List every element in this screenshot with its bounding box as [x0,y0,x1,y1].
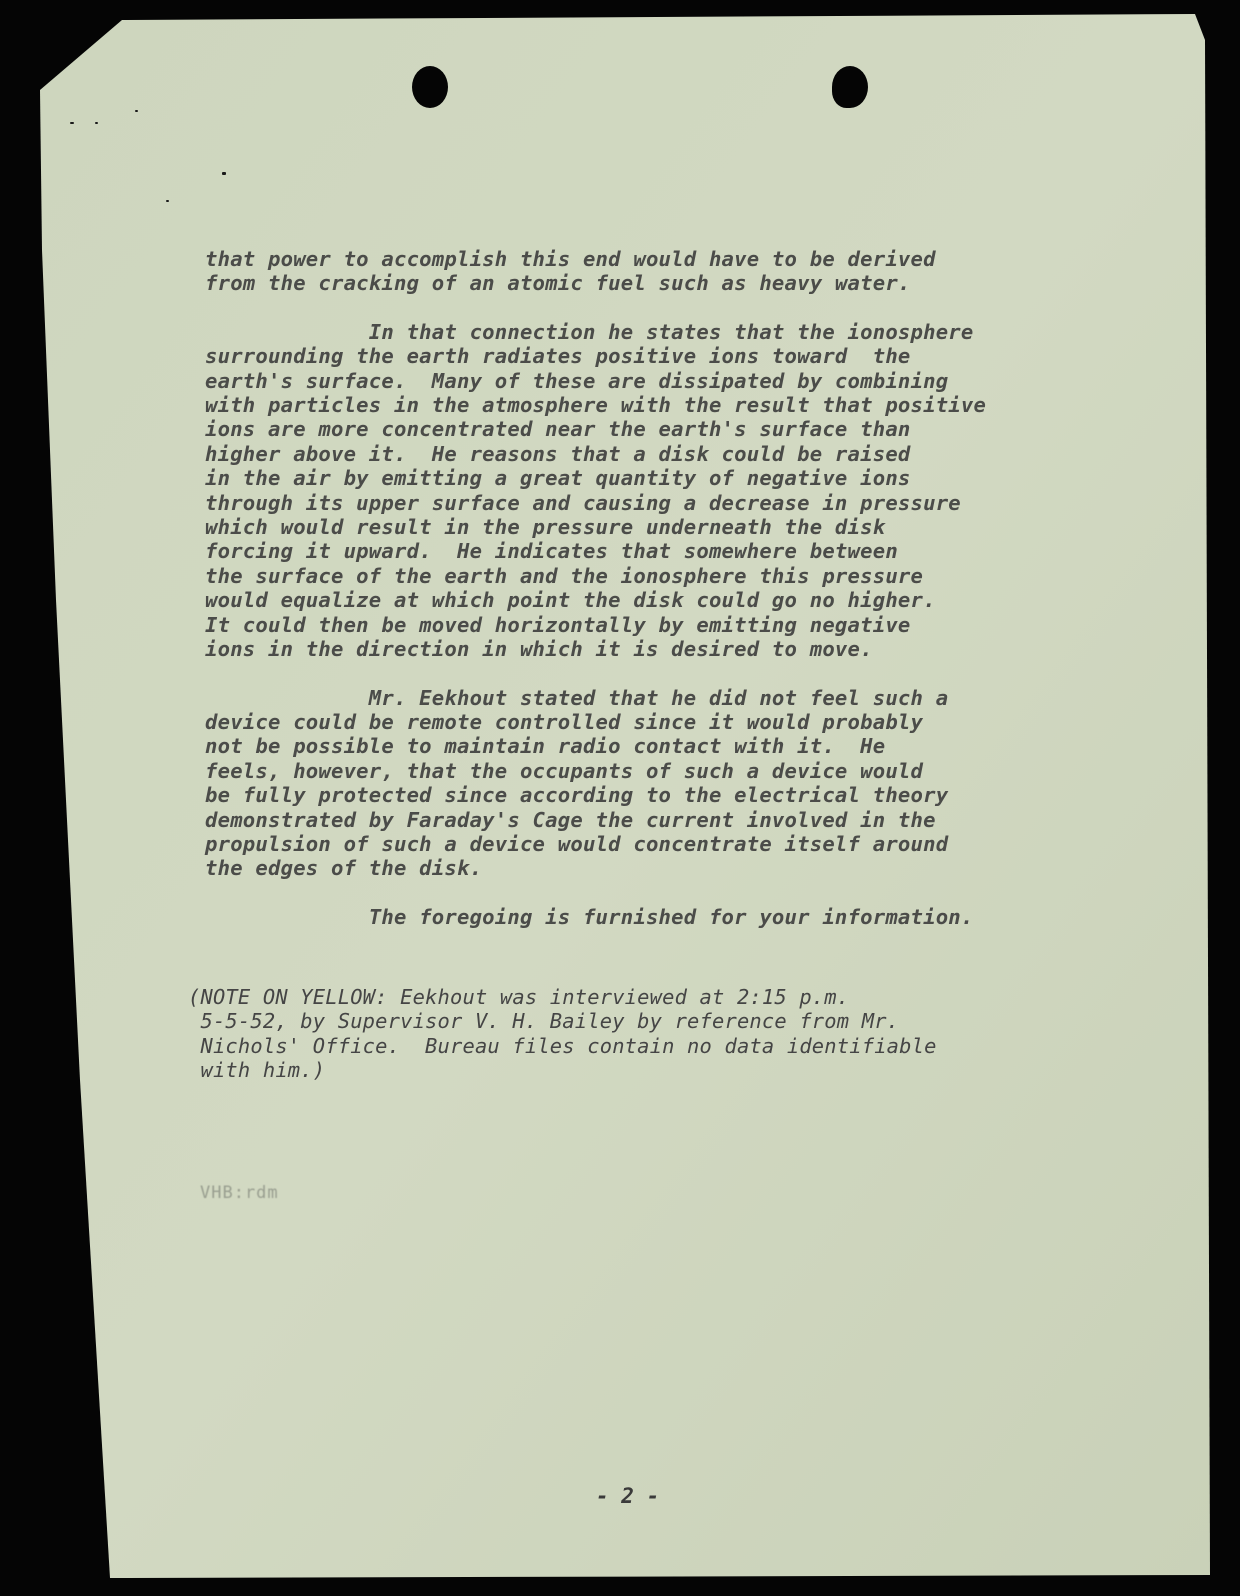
text-line: feels, however, that the occupants of such a device would [205,758,924,783]
speck [95,122,98,124]
typist-initials: VHB:rdm [200,1183,279,1203]
text-line: ions are more concentrated near the earth's surface than [205,417,911,442]
text-line: propulsion of such a device would concentrate itself around [205,831,949,856]
text-line: that power to accomplish this end would have to be derived [205,247,936,271]
note-line: (NOTE ON YELLOW: Eekhout was interviewed at 2:15 p.m. [188,985,850,1009]
speck [70,122,74,124]
text-line: the edges of the disk. [205,856,483,881]
text-line: In that connection he states that the ionosphere [205,319,974,344]
note-line: 5-5-52, by Supervisor V. H. Bailey by reference from Mr. [188,1009,900,1034]
text-line: from the cracking of an atomic fuel such as heavy water. [205,271,911,296]
letter-body [205,247,1155,929]
text-line: the surface of the earth and the ionosphere this pressure [205,563,924,588]
text-line: The foregoing is furnished for your information. [205,904,974,929]
text-line: forcing it upward. He indicates that somewhere between [205,539,898,564]
speck [135,110,138,112]
text-line: with particles in the atmosphere with the result that positive [205,393,987,418]
note-line: with him.) [188,1058,326,1083]
text-line: demonstrated by Faraday's Cage the current involved in the [205,807,936,832]
text-line: be fully protected since according to the electrical theory [205,783,949,808]
text-line: in the air by emitting a great quantity of negative ions [205,466,911,491]
text-line: Mr. Eekhout stated that he did not feel such a [205,685,949,710]
text-line: earth's surface. Many of these are dissipated by combining [205,368,949,393]
paragraph-2 [205,320,1155,662]
punch-hole-right [832,66,868,108]
text-line: ions in the direction in which it is desired to move. [205,637,873,662]
text-line: which would result in the pressure underneath the disk [205,515,886,540]
text-line: not be possible to maintain radio contact with it. He [205,734,886,759]
page-number: - 2 - [596,1484,660,1508]
speck [166,200,169,202]
paragraph-3 [205,686,1155,881]
text-line: surrounding the earth radiates positive ions toward the [205,344,911,369]
text-line: through its upper surface and causing a decrease in pressure [205,490,961,515]
speck [222,172,226,175]
punch-hole-left [412,66,448,108]
text-line: higher above it. He reasons that a disk could be raised [205,441,911,466]
text-line: device could be remote controlled since it would probably [205,709,924,734]
text-line: It could then be moved horizontally by emitting negative [205,612,911,637]
paragraph-1 [205,247,1155,296]
note-line: Nichols' Office. Bureau files contain no data identifiable [188,1033,937,1058]
paragraph-4 [205,905,1155,929]
yellow-note [188,985,1138,1083]
text-line: would equalize at which point the disk could go no higher. [205,588,936,613]
